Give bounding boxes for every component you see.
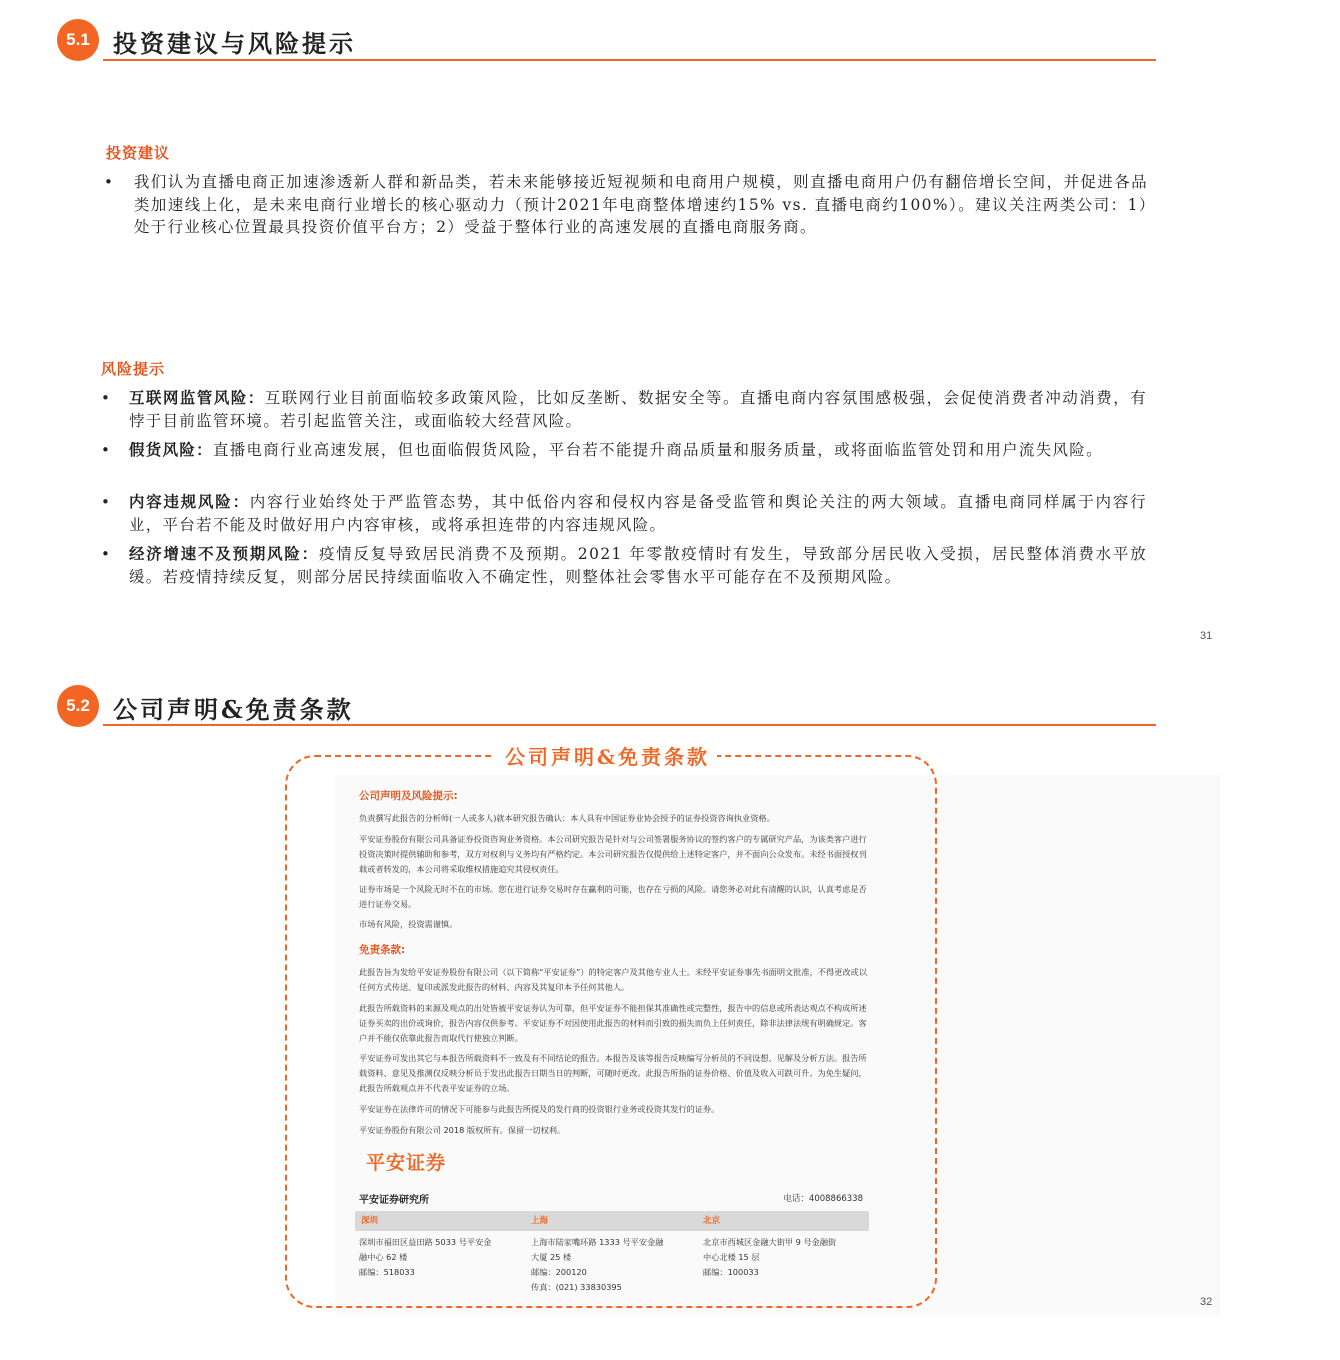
section-title: 公司声明&免责条款 bbox=[113, 695, 354, 724]
brand-logo: 平安证券 bbox=[366, 1152, 447, 1174]
page-number: 31 bbox=[1200, 630, 1213, 642]
office-city-bar bbox=[355, 1211, 869, 1231]
section-title: 投资建议与风险提示 bbox=[113, 29, 356, 58]
office-city: 深圳 bbox=[361, 1216, 379, 1226]
disclaimer-paragraph: 市场有风险，投资需谨慎。 bbox=[359, 919, 458, 929]
risk-text: 疫情反复导致居民消费不及预期。2021 年零散疫情时有发生，导致部分居民收入受损，居民整体消费水平放缓。若疫情持续反复，则部分居民持续面临收入不确定性，则整体社会零售水平可能存在不及预期风险。 bbox=[129, 545, 1147, 586]
risk-item bbox=[129, 543, 1147, 588]
disclaimer-paragraph: 此报告旨为发给平安证券股份有限公司（以下简称“平安证券”）的特定客户及其他专业人士。未经平安证券事先书面明文批准，不得更改或以任何方式传送、复印或派发此报告的材料、内容及其复印本予任何其他人。 bbox=[359, 967, 867, 992]
disclaimer-heading: 免责条款: bbox=[359, 944, 406, 956]
disclaimer-paragraph: 负责撰写此报告的分析师(一人或多人)就本研究报告确认：本人具有中国证券业协会授予的证券投资咨询执业资格。 bbox=[359, 813, 775, 823]
risk-item bbox=[129, 387, 1147, 432]
section-underline bbox=[103, 724, 1156, 726]
office-city: 北京 bbox=[703, 1216, 721, 1226]
disclaimer-box-title: 公司声明&免责条款 bbox=[505, 745, 711, 769]
risk-text: 互联网行业目前面临较多政策风险，比如反垄断、数据安全等。直播电商内容氛围感极强，会促使消费者冲动消费，有悖于目前监管环境。若引起监管关注，或面临较大经营风险。 bbox=[129, 389, 1147, 430]
risk-item bbox=[129, 439, 1147, 462]
risk-label: 互联网监管风险： bbox=[129, 389, 265, 407]
risk-item bbox=[129, 491, 1147, 536]
bullet-icon: • bbox=[104, 173, 113, 191]
section-number-badge: 5.2 bbox=[57, 685, 99, 727]
bullet-icon: • bbox=[101, 493, 110, 511]
bullet-icon: • bbox=[101, 441, 110, 459]
office-city: 上海 bbox=[531, 1216, 549, 1226]
page-number: 32 bbox=[1200, 1296, 1213, 1308]
office-address: 北京市西城区金融大街甲 9 号金融街 中心北楼 15 层 邮编：100033 bbox=[703, 1237, 837, 1277]
section-number-badge: 5.1 bbox=[57, 19, 99, 61]
investment-heading: 投资建议 bbox=[106, 144, 171, 162]
investment-text: 我们认为直播电商正加速渗透新人群和新品类，若未来能够接近短视频和电商用户规模，则直播电商用户仍有翻倍增长空间，并促进各品类加速线上化，是未来电商行业增长的核心驱动力（预计2021年电商整体增速约15% vs. 直播电商约100%）。建议关注两类公司：1）处于行业核心位置最具投资价值平台方；2）受益于整体行业的高速发展的直播电商服务商。 bbox=[134, 173, 1148, 236]
office-address: 深圳市福田区益田路 5033 号平安金 融中心 62 楼 邮编：518033 bbox=[359, 1237, 492, 1277]
bullet-icon: • bbox=[101, 545, 110, 563]
risk-text: 内容行业始终处于严监管态势，其中低俗内容和侵权内容是备受监管和舆论关注的两大领域。直播电商同样属于内容行业，平台若不能及时做好用户内容审核，或将承担连带的内容违规风险。 bbox=[129, 493, 1147, 534]
disclaimer-paragraph: 此报告所载资料的来源及观点的出处皆被平安证券认为可靠，但平安证券不能担保其准确性或完整性，报告中的信息或所表达观点不构成所述证券买卖的出价或询价，报告内容仅供参考。平安证券不对因使用此报告的材料而引致的损失而负上任何责任，除非法律法规有明确规定。客户并不能仅依靠此报告而取代行使独立判断。 bbox=[359, 1003, 867, 1043]
disclaimer-paragraph: 平安证券股份有限公司具备证券投资咨询业务资格。本公司研究报告是针对与公司签署服务协议的签约客户的专属研究产品，为该类客户进行投资决策时提供辅助和参考，双方对权利与义务均有严格约定。本公司研究报告仅提供给上述特定客户，并不面向公众发布。未经书面授权刊载或者转发的，本公司将采取维权措施追究其侵权责任。 bbox=[359, 834, 867, 874]
disclaimer-paragraph: 平安证券可发出其它与本报告所载资料不一致及有不同结论的报告。本报告及该等报告反映编写分析员的不同设想、见解及分析方法。报告所载资料、意见及推测仅反映分析员于发出此报告日期当日的判断，可随时更改。此报告所指的证券价格、价值及收入可跌可升。为免生疑问，此报告所载观点并不代表平安证券的立场。 bbox=[359, 1053, 867, 1093]
disclaimer-paragraph: 平安证券在法律许可的情况下可能参与此报告所提及的发行商的投资银行业务或投资其发行的证券。 bbox=[359, 1104, 720, 1114]
disclaimer-heading: 公司声明及风险提示: bbox=[359, 790, 458, 802]
bullet-icon: • bbox=[101, 389, 110, 407]
risk-heading: 风险提示 bbox=[101, 360, 166, 378]
disclaimer-paragraph: 平安证券股份有限公司 2018 版权所有。保留一切权利。 bbox=[359, 1125, 566, 1135]
risk-text: 直播电商行业高速发展，但也面临假货风险，平台若不能提升商品质量和服务质量，或将面临监管处罚和用户流失风险。 bbox=[212, 441, 1103, 459]
risk-label: 假货风险： bbox=[129, 441, 213, 459]
phone-number: 电话：4008866338 bbox=[783, 1194, 863, 1204]
disclaimer-paragraph: 证券市场是一个风险无时不在的市场。您在进行证券交易时存在赢利的可能，也存在亏损的风险。请您务必对此有清醒的认识，认真考虑是否进行证券交易。 bbox=[359, 884, 867, 909]
section-underline bbox=[103, 59, 1156, 61]
institute-name: 平安证券研究所 bbox=[359, 1195, 429, 1206]
risk-label: 经济增速不及预期风险： bbox=[129, 545, 319, 563]
office-address: 上海市陆家嘴环路 1333 号平安金融 大厦 25 楼 邮编：200120 传真：(021) 33830395 bbox=[531, 1237, 664, 1292]
risk-label: 内容违规风险： bbox=[129, 493, 250, 511]
